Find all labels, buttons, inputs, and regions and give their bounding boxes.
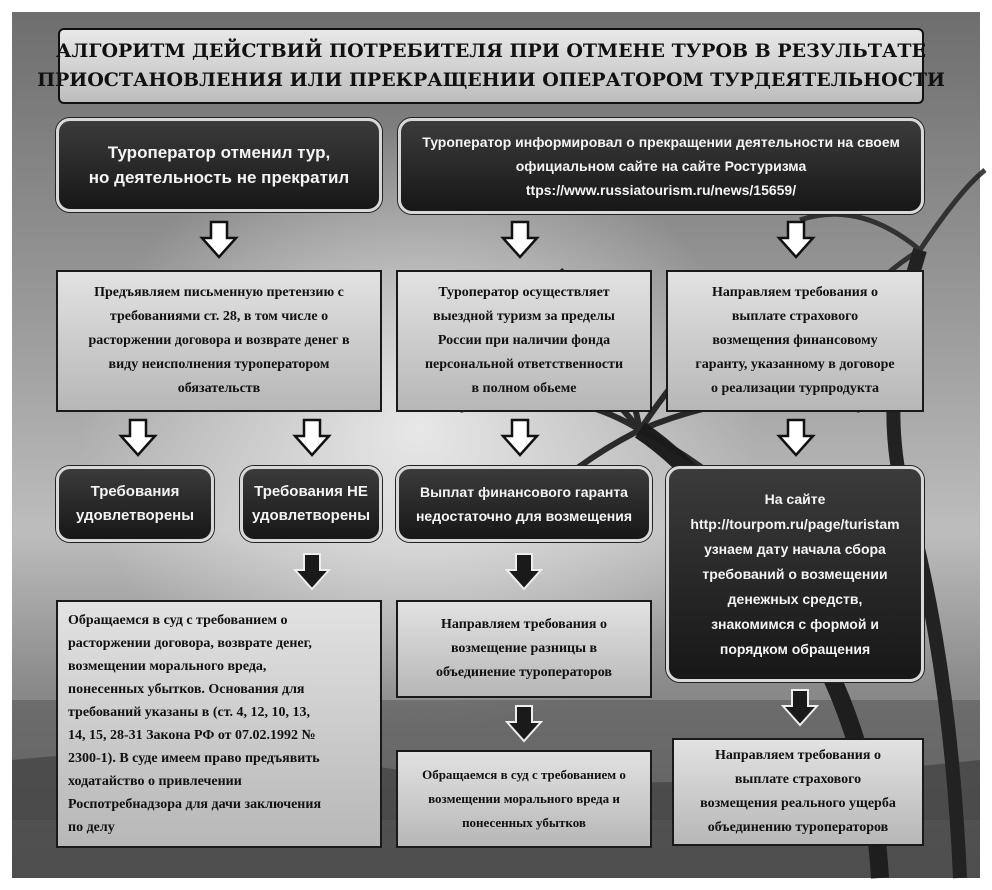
box-line: ходатайство о привлечении bbox=[68, 774, 242, 789]
difference-box bbox=[396, 600, 652, 698]
claim-box bbox=[56, 270, 382, 412]
branch-line: Туроператор информировал о прекращении деятельности на своем bbox=[422, 134, 900, 150]
requirements-satisfied bbox=[56, 466, 214, 542]
box-line: гаранту, указанному в договоре bbox=[695, 357, 895, 372]
box-line: выездной туризм за пределы bbox=[433, 309, 615, 324]
box-line: 14, 15, 28-31 Закона РФ от 07.02.1992 № bbox=[68, 728, 316, 743]
box-line: объединение туроператоров bbox=[436, 665, 612, 680]
branch-operator-ceased bbox=[398, 118, 924, 214]
real-damage-box bbox=[672, 738, 924, 846]
box-line: расторжении договора и возврате денег в bbox=[88, 333, 350, 348]
box-line: Направляем требования о bbox=[441, 617, 607, 632]
arrow-down-icon bbox=[500, 418, 540, 458]
box-line: понесенных убытков bbox=[462, 815, 586, 830]
box-line: Выплат финансового гаранта bbox=[420, 484, 628, 500]
box-line: возмещения финансовому bbox=[712, 333, 878, 348]
box-line: выплате страхового bbox=[731, 309, 859, 324]
arrow-down-icon bbox=[292, 418, 332, 458]
arrow-down-solid-icon bbox=[504, 552, 544, 592]
box-line: 2300-1). В суде имеем право предъявить bbox=[68, 751, 320, 766]
branch-line: но деятельность не прекратил bbox=[88, 168, 350, 187]
box-line: расторжении договора, возврате денег, bbox=[68, 636, 312, 651]
box-line: На сайте bbox=[764, 490, 826, 507]
box-line: Предъявляем письменную претензию с bbox=[94, 285, 344, 300]
fund-box bbox=[396, 270, 652, 412]
title-line: АЛГОРИТМ ДЕЙСТВИЙ ПОТРЕБИТЕЛЯ ПРИ ОТМЕНЕ ТУРОВ В РЕЗУЛЬТАТЕ bbox=[56, 40, 926, 62]
arrow-down-solid-icon bbox=[504, 704, 544, 744]
arrow-down-icon bbox=[500, 220, 540, 260]
box-line: возмещении морального вреда и bbox=[428, 791, 620, 806]
requirements-not-satisfied bbox=[240, 466, 382, 542]
guarantor-insufficient bbox=[396, 466, 652, 542]
box-line: России при наличии фонда bbox=[437, 333, 611, 348]
box-line: удовлетворены bbox=[75, 507, 195, 524]
insurance-box bbox=[666, 270, 924, 412]
box-line: персональной ответственности bbox=[424, 357, 624, 372]
box-line: Требования bbox=[90, 483, 180, 500]
diagram-title bbox=[37, 28, 945, 104]
arrow-down-icon bbox=[776, 220, 816, 260]
branch-line: официальном сайте на сайте Ростуризма bbox=[515, 158, 807, 174]
box-line: http://tourpom.ru/page/turistam bbox=[690, 515, 900, 532]
arrow-down-solid-icon bbox=[292, 552, 332, 592]
branch-tour-cancelled bbox=[56, 118, 382, 212]
box-line: виду неисполнения туроператором bbox=[108, 357, 330, 372]
box-line: по делу bbox=[68, 820, 115, 835]
branch-line: ttps://www.russiatourism.ru/news/15659/ bbox=[525, 182, 797, 198]
box-line: узнаем дату начала сбора bbox=[704, 540, 886, 557]
box-line: порядком обращения bbox=[719, 640, 871, 657]
box-line: понесенных убытков. Основания для bbox=[68, 682, 305, 697]
box-line: выплате страхового bbox=[734, 772, 862, 787]
court-box bbox=[56, 600, 382, 848]
box-line: требований о возмещении bbox=[702, 565, 888, 582]
box-line: в полном обьеме bbox=[471, 381, 577, 396]
box-line: Роспотребнадзора для дачи заключения bbox=[68, 797, 322, 812]
box-line: Обращаемся в суд с требованием о bbox=[68, 613, 288, 628]
box-line: объединению туроператоров bbox=[707, 820, 889, 835]
box-line: Туроператор осуществляет bbox=[438, 285, 610, 300]
box-line: Требования НЕ bbox=[254, 483, 368, 500]
box-line: Направляем требования о bbox=[715, 748, 881, 763]
box-line: возмещение разницы в bbox=[450, 641, 598, 656]
box-line: требований указаны в (ст. 4, 12, 10, 13, bbox=[68, 705, 311, 720]
arrow-down-icon bbox=[118, 418, 158, 458]
arrow-down-icon bbox=[199, 220, 239, 260]
branch-line: Туроператор отменил тур, bbox=[107, 143, 331, 162]
tourpom-site-box bbox=[666, 466, 924, 682]
box-line: возмещении морального вреда, bbox=[68, 659, 267, 674]
box-line: знакомимся с формой и bbox=[711, 615, 879, 632]
title-line: ПРИОСТАНОВЛЕНИЯ ИЛИ ПРЕКРАЩЕНИИ ОПЕРАТОРОМ ТУРДЕЯТЕЛЬНОСТИ bbox=[37, 69, 945, 91]
box-line: недостаточно для возмещения bbox=[415, 508, 633, 524]
box-line: денежных средств, bbox=[727, 590, 863, 607]
box-line: требованиями ст. 28, в том числе о bbox=[109, 309, 329, 324]
arrow-down-solid-icon bbox=[780, 688, 820, 728]
box-line: обязательств bbox=[177, 381, 261, 396]
box-line: удовлетворены bbox=[251, 507, 371, 524]
box-line: возмещения реального ущерба bbox=[700, 796, 896, 811]
arrow-down-icon bbox=[776, 418, 816, 458]
box-line: Обращаемся в суд с требованием о bbox=[422, 767, 626, 782]
court-moral-box bbox=[396, 750, 652, 848]
box-line: Направляем требования о bbox=[712, 285, 878, 300]
box-line: о реализации турпродукта bbox=[711, 381, 879, 396]
